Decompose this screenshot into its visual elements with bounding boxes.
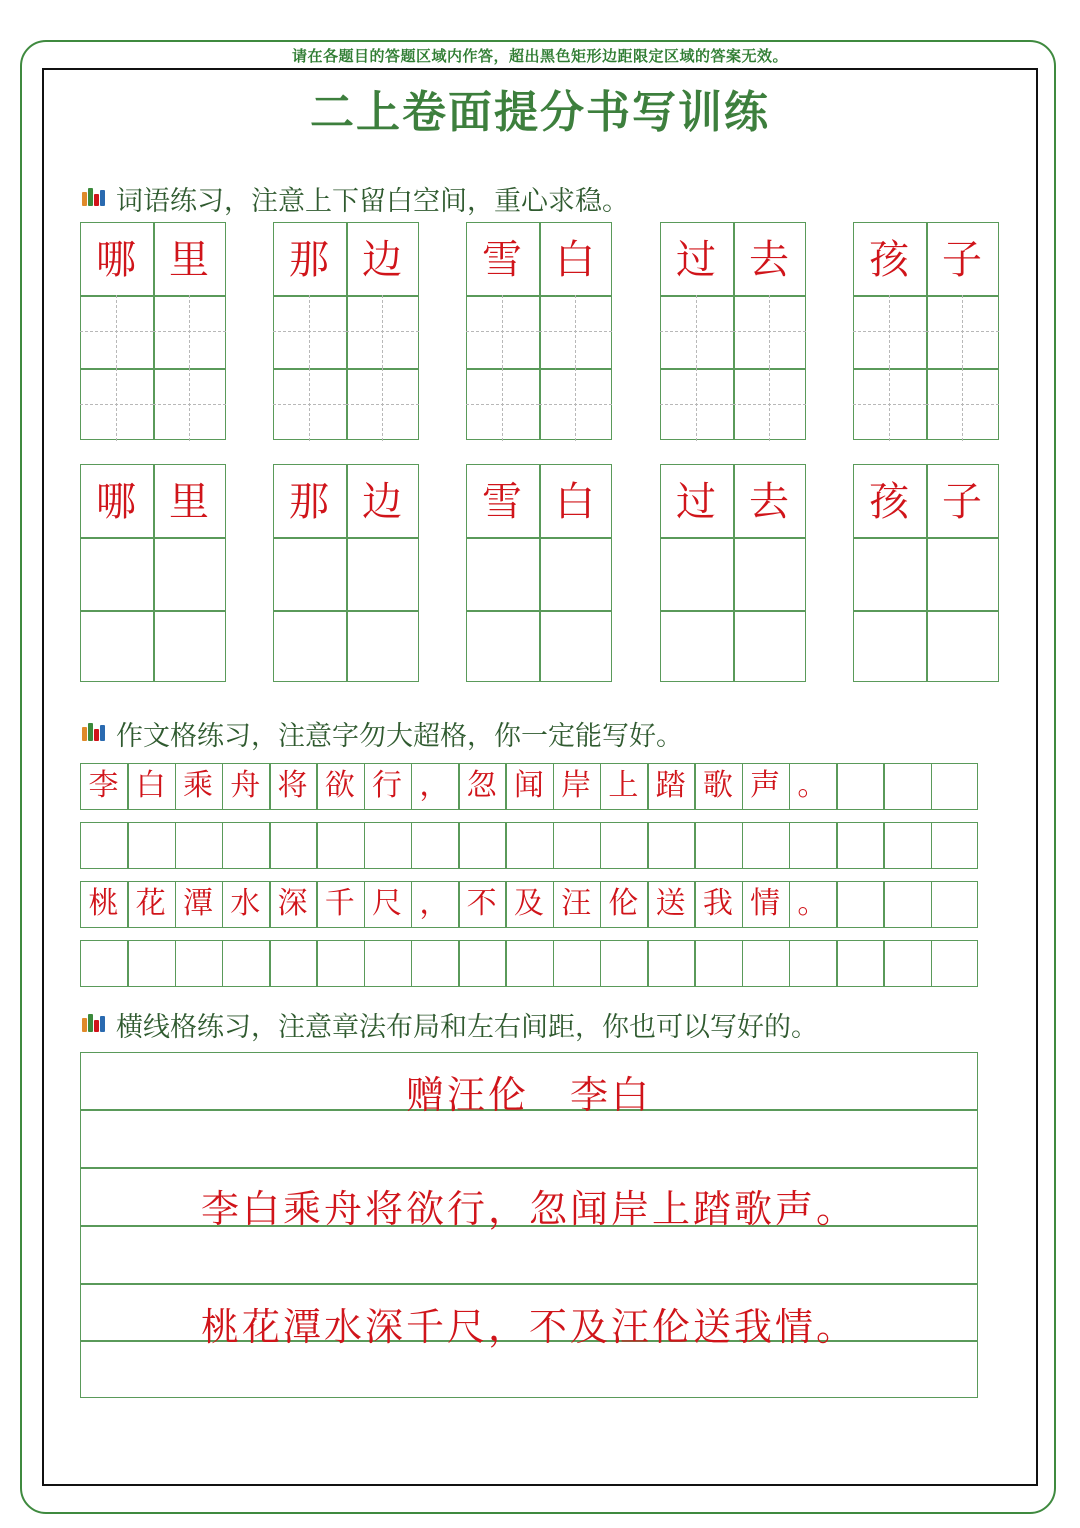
model-character: 那: [289, 479, 329, 525]
model-character: 白: [555, 479, 595, 525]
notice-text: 请在各题目的答题区域内作答，超出黑色矩形边距限定区域的答案无效。: [291, 47, 788, 65]
model-character: ，: [419, 886, 450, 921]
grid-line: [80, 368, 226, 370]
section-heading-text: 作文格练习，注意字勿大超格，你一定能写好。: [116, 720, 683, 752]
model-character: 歌: [702, 768, 733, 803]
poem-line-2: 桃花潭水深千尺，不及汪伦送我情。: [200, 1305, 857, 1349]
dashed-guide: [80, 404, 153, 405]
section-heading-text: 词语练习，注意上下留白空间，重心求稳。: [116, 185, 629, 217]
model-character: 雪: [482, 479, 522, 525]
grid-line: [836, 763, 838, 810]
grid-line: [600, 822, 602, 869]
grid-line: [553, 822, 555, 869]
grid-line: [505, 822, 507, 869]
grid-line: [836, 881, 838, 928]
model-character: 去: [749, 237, 789, 283]
dashed-guide: [733, 404, 806, 405]
grid-line: [269, 940, 271, 987]
model-character: 里: [169, 237, 209, 283]
section-line-practice-heading: [80, 1006, 818, 1042]
model-character: 哪: [96, 237, 136, 283]
model-character: 欲: [324, 768, 355, 803]
grid-line: [364, 940, 366, 987]
grid-line: [458, 822, 460, 869]
dashed-guide: [346, 331, 419, 332]
dashed-guide: [853, 331, 926, 332]
books-icon: [80, 723, 110, 743]
dashed-guide: [346, 404, 419, 405]
books-icon: [80, 1014, 110, 1034]
grid-line: [269, 822, 271, 869]
dashed-guide: [466, 331, 539, 332]
model-character: 李: [88, 768, 119, 803]
model-character: 花: [135, 886, 166, 921]
page-title: 二上卷面提分书写训练: [310, 87, 770, 138]
dashed-guide: [153, 331, 226, 332]
model-character: 哪: [96, 479, 136, 525]
grid-line: [931, 822, 933, 869]
grid-line: [836, 940, 838, 987]
model-character: 边: [362, 237, 402, 283]
books-icon: [80, 188, 110, 208]
poem-title: 赠汪伦 李白: [405, 1073, 652, 1117]
model-character: 闻: [513, 768, 544, 803]
dashed-guide: [660, 404, 733, 405]
model-character: 踏: [655, 768, 686, 803]
grid-line: [411, 822, 413, 869]
model-character: 那: [289, 237, 329, 283]
grid-line: [660, 368, 806, 370]
grid-line: [647, 822, 649, 869]
grid-line: [742, 940, 744, 987]
grid-line: [466, 368, 612, 370]
model-character: 白: [135, 768, 166, 803]
model-character: 舟: [230, 768, 261, 803]
grid-line: [694, 940, 696, 987]
grid-line: [505, 940, 507, 987]
model-character: 过: [676, 237, 716, 283]
dashed-guide: [660, 331, 733, 332]
grid-line: [458, 940, 460, 987]
model-character: 送: [655, 886, 686, 921]
grid-line: [883, 822, 885, 869]
model-character: 情: [750, 886, 781, 921]
grid-line: [853, 610, 999, 612]
dashed-guide: [926, 331, 999, 332]
dashed-guide: [273, 404, 346, 405]
model-character: 子: [942, 479, 982, 525]
model-character: 行: [372, 768, 403, 803]
grid-line: [789, 822, 791, 869]
grid-line: [316, 822, 318, 869]
model-character: 去: [749, 479, 789, 525]
dashed-guide: [153, 404, 226, 405]
dashed-guide: [733, 331, 806, 332]
model-character: 岸: [561, 768, 592, 803]
model-character: 千: [324, 886, 355, 921]
grid-line: [694, 822, 696, 869]
grid-line: [931, 763, 933, 810]
model-character: 声: [750, 768, 781, 803]
model-character: 潭: [183, 886, 214, 921]
section-composition-heading: [80, 715, 683, 751]
grid-line: [80, 610, 226, 612]
rule-line: [80, 1283, 978, 1285]
grid-line: [742, 822, 744, 869]
grid-line: [222, 940, 224, 987]
composition-row: [80, 940, 978, 987]
model-character: 白: [555, 237, 595, 283]
model-character: 上: [608, 768, 639, 803]
grid-line: [222, 822, 224, 869]
grid-line: [660, 610, 806, 612]
model-character: 桃: [88, 886, 119, 921]
dashed-guide: [466, 404, 539, 405]
grid-line: [931, 881, 933, 928]
grid-line: [883, 940, 885, 987]
model-character: 水: [230, 886, 261, 921]
model-character: 伦: [608, 886, 639, 921]
model-character: 边: [362, 479, 402, 525]
dashed-guide: [539, 404, 612, 405]
model-character: 。: [797, 768, 828, 803]
model-character: 及: [513, 886, 544, 921]
grid-line: [647, 940, 649, 987]
grid-line: [175, 940, 177, 987]
grid-line: [273, 368, 419, 370]
dashed-guide: [80, 331, 153, 332]
grid-line: [364, 822, 366, 869]
grid-line: [411, 940, 413, 987]
model-character: 孩: [869, 479, 909, 525]
grid-line: [931, 940, 933, 987]
grid-line: [273, 610, 419, 612]
section-word-practice-heading: [80, 180, 629, 216]
section-heading-text: 横线格练习，注意章法布局和左右间距，你也可以写好的。: [116, 1011, 818, 1043]
model-character: 孩: [869, 237, 909, 283]
model-character: 子: [942, 237, 982, 283]
model-character: 将: [277, 768, 308, 803]
grid-line: [836, 822, 838, 869]
model-character: 尺: [372, 886, 403, 921]
model-character: 不: [466, 886, 497, 921]
dashed-guide: [853, 404, 926, 405]
model-character: 乘: [183, 768, 214, 803]
rule-line: [80, 1167, 978, 1169]
dashed-guide: [273, 331, 346, 332]
model-character: 里: [169, 479, 209, 525]
model-character: 深: [277, 886, 308, 921]
grid-line: [127, 822, 129, 869]
composition-row: [80, 822, 978, 869]
grid-line: [553, 940, 555, 987]
grid-line: [853, 368, 999, 370]
model-character: 雪: [482, 237, 522, 283]
model-character: 过: [676, 479, 716, 525]
dashed-guide: [539, 331, 612, 332]
model-character: 我: [702, 886, 733, 921]
dashed-guide: [926, 404, 999, 405]
model-character: ，: [419, 768, 450, 803]
grid-line: [466, 610, 612, 612]
poem-line-1: 李白乘舟将欲行，忽闻岸上踏歌声。: [200, 1187, 857, 1231]
model-character: 忽: [466, 768, 497, 803]
grid-line: [883, 763, 885, 810]
model-character: 汪: [561, 886, 592, 921]
grid-line: [175, 822, 177, 869]
grid-line: [600, 940, 602, 987]
model-character: 。: [797, 886, 828, 921]
grid-line: [316, 940, 318, 987]
grid-line: [883, 881, 885, 928]
grid-line: [789, 940, 791, 987]
grid-line: [127, 940, 129, 987]
